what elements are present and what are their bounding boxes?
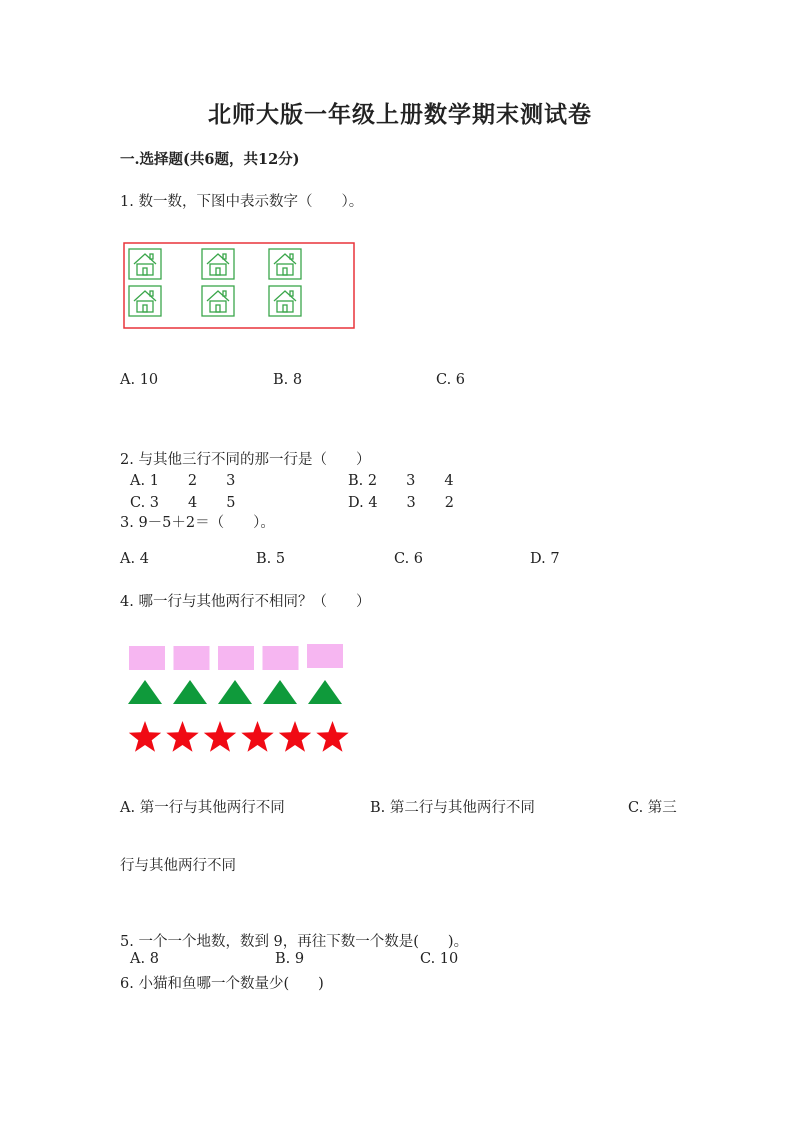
question-5-stem: 5. 一个一个地数，数到 9，再往下数一个数是( )。: [120, 934, 469, 950]
question-3-option-b[interactable]: B. 5: [256, 551, 286, 567]
question-6-stem: 6. 小猫和鱼哪一个数量少( ): [120, 976, 324, 992]
page-title: 北师大版一年级上册数学期末测试卷: [208, 101, 592, 128]
question-3-stem: 3. 9－5＋2＝（ ）。: [120, 515, 275, 531]
question-5-option-b[interactable]: B. 9: [275, 951, 305, 967]
square-shape: [263, 646, 299, 670]
triangle-shape: [218, 680, 252, 704]
question-4-option-c-continued: 行与其他两行不同: [120, 858, 236, 874]
question-4-option-a[interactable]: A. 第一行与其他两行不同: [120, 800, 285, 816]
question-2-stem: 2. 与其他三行不同的那一行是（ ）: [120, 452, 371, 468]
star-shape: [279, 721, 311, 752]
question-4-option-c[interactable]: C. 第三: [628, 800, 677, 816]
question-1-stem: 1. 数一数，下图中表示数字（ ）。: [120, 194, 364, 210]
question-3-option-d[interactable]: D. 7: [530, 551, 560, 567]
triangle-shape: [263, 680, 297, 704]
question-1-option-b[interactable]: B. 8: [273, 372, 303, 388]
square-shape: [174, 646, 210, 670]
question-3-option-c[interactable]: C. 6: [394, 551, 424, 567]
square-shape: [129, 646, 165, 670]
question-4-option-b[interactable]: B. 第二行与其他两行不同: [370, 800, 535, 816]
square-shape: [218, 646, 254, 670]
square-shape: [307, 644, 343, 668]
triangle-shape: [128, 680, 162, 704]
question-1-option-a[interactable]: A. 10: [120, 372, 159, 388]
star-shape: [129, 721, 161, 752]
star-shape: [241, 721, 273, 752]
question-4-stem: 4. 哪一行与其他两行不相同？（ ）: [120, 594, 371, 610]
question-1-option-c[interactable]: C. 6: [436, 372, 466, 388]
question-2-option-c[interactable]: C. 3 4 5: [130, 495, 236, 511]
star-shape: [204, 721, 236, 752]
section-heading: 一.选择题(共6题，共12分): [120, 151, 300, 168]
question-5-option-c[interactable]: C. 10: [420, 951, 459, 967]
star-shape: [316, 721, 348, 752]
star-shape: [166, 721, 198, 752]
question-5-option-a[interactable]: A. 8: [130, 951, 159, 967]
question-2-option-d[interactable]: D. 4 3 2: [348, 495, 455, 511]
triangle-shape: [173, 680, 207, 704]
triangle-shape: [308, 680, 342, 704]
question-3-option-a[interactable]: A. 4: [120, 551, 149, 567]
question-2-option-a[interactable]: A. 1 2 3: [130, 473, 236, 489]
question-2-option-b[interactable]: B. 2 3 4: [348, 473, 454, 489]
